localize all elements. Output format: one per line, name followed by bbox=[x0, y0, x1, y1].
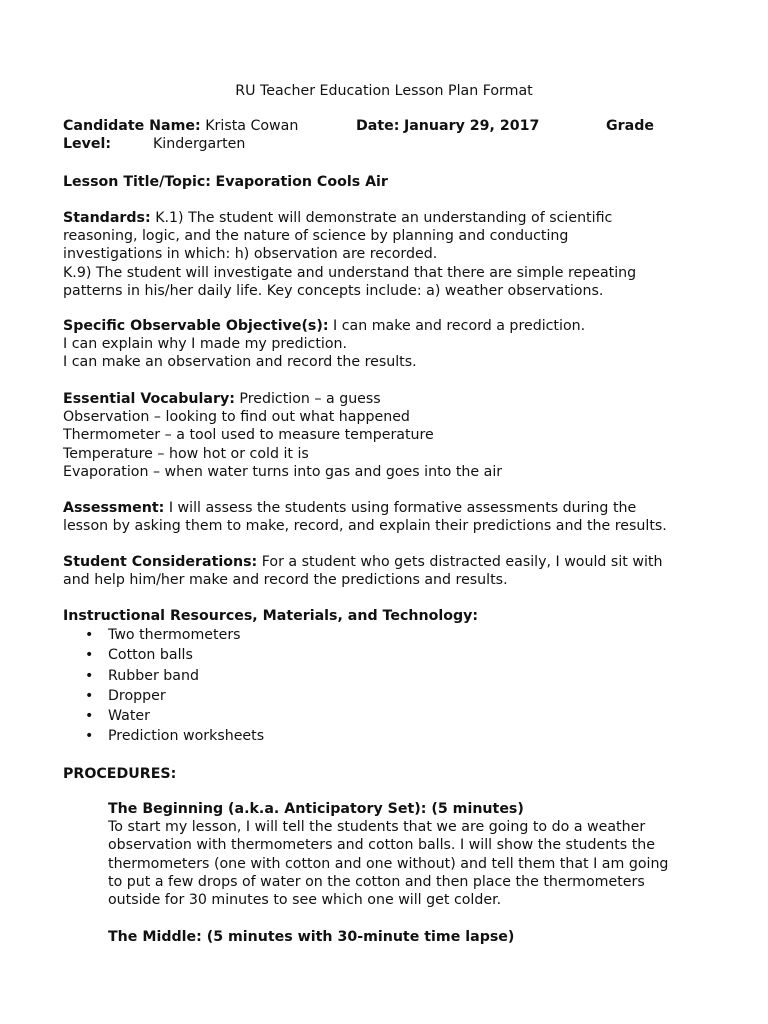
list-item: • Dropper bbox=[63, 686, 728, 706]
date-value: January 29, 2017 bbox=[403, 118, 540, 134]
bullet-icon: • bbox=[85, 647, 94, 664]
lesson-title-label: Lesson Title/Topic: bbox=[63, 174, 211, 190]
bullet-icon: • bbox=[85, 627, 94, 644]
resources-section bbox=[63, 607, 728, 746]
assessment-section bbox=[63, 499, 728, 535]
candidate-info bbox=[63, 117, 728, 157]
beginning-line: thermometers (one with cotton and one without) and tell them that I am going bbox=[108, 855, 669, 872]
candidate-name: Krista Cowan bbox=[205, 118, 299, 134]
beginning-section bbox=[108, 800, 728, 909]
resources-label: Instructional Resources, Materials, and Technology: bbox=[63, 608, 479, 624]
beginning-line: observation with thermometers and cotton balls. I will show the students the bbox=[108, 837, 655, 854]
bullet-icon: • bbox=[85, 708, 94, 725]
lesson-title-value: Evaporation Cools Air bbox=[215, 174, 388, 190]
objective-line: I can explain why I made my prediction. bbox=[63, 336, 348, 353]
list-item: • Prediction worksheets bbox=[63, 726, 728, 746]
standards-line: investigations in which: h) observation are recorded. bbox=[63, 246, 438, 263]
objectives-section bbox=[63, 317, 728, 372]
bullet-icon: • bbox=[85, 687, 94, 704]
list-item: • Two thermometers bbox=[63, 625, 728, 645]
assessment-line: lesson by asking them to make, record, and explain their predictions and the results. bbox=[63, 518, 667, 535]
standards-line: K.1) The student will demonstrate an understanding of scientific bbox=[155, 210, 613, 226]
grade-label: Grade bbox=[606, 118, 654, 134]
standards-line: K.9) The student will investigate and understand that there are simple repeating bbox=[63, 264, 637, 281]
resources-list bbox=[63, 625, 728, 746]
beginning-heading: The Beginning (a.k.a. Anticipatory Set): (5 minutes) bbox=[108, 801, 524, 817]
considerations-line: For a student who gets distracted easily, I would sit with bbox=[261, 554, 663, 570]
candidate-label: Candidate Name: bbox=[63, 118, 201, 134]
vocabulary-section bbox=[63, 390, 728, 481]
list-item: • Water bbox=[63, 706, 728, 726]
assessment-line: I will assess the students using formative assessments during the bbox=[168, 500, 637, 516]
assessment-label: Assessment: bbox=[63, 500, 165, 516]
standards-line: patterns in his/her daily life. Key concepts include: a) weather observations. bbox=[63, 282, 604, 299]
grade-value: Kindergarten bbox=[153, 136, 246, 153]
standards-label: Standards: bbox=[63, 210, 151, 226]
grade-level-label: Level: bbox=[63, 136, 112, 153]
standards-line: reasoning, logic, and the nature of science by planning and conducting bbox=[63, 228, 569, 245]
considerations-label: Student Considerations: bbox=[63, 554, 258, 570]
list-item: • Cotton balls bbox=[63, 645, 728, 665]
procedures-label: PROCEDURES: bbox=[63, 766, 177, 782]
objectives-label: Specific Observable Objective(s): bbox=[63, 318, 329, 334]
vocabulary-item: Temperature – how hot or cold it is bbox=[63, 445, 309, 462]
beginning-line: to put a few drops of water on the cotton and then place the thermometers bbox=[108, 873, 645, 890]
vocabulary-item: Prediction – a guess bbox=[239, 391, 381, 407]
date-label: Date: bbox=[356, 118, 400, 134]
vocabulary-item: Evaporation – when water turns into gas and goes into the air bbox=[63, 463, 503, 480]
list-item: • Rubber band bbox=[63, 666, 728, 686]
standards-section bbox=[63, 209, 728, 300]
document-title: RU Teacher Education Lesson Plan Format bbox=[235, 83, 533, 99]
vocabulary-item: Thermometer – a tool used to measure temperature bbox=[63, 427, 434, 444]
bullet-icon: • bbox=[85, 667, 94, 684]
considerations-section bbox=[63, 553, 728, 589]
lesson-title bbox=[63, 173, 728, 191]
vocabulary-label: Essential Vocabulary: bbox=[63, 391, 235, 407]
objective-line: I can make and record a prediction. bbox=[333, 318, 586, 334]
bullet-icon: • bbox=[85, 728, 94, 745]
middle-heading: The Middle: (5 minutes with 30-minute time lapse) bbox=[108, 929, 515, 945]
vocabulary-item: Observation – looking to find out what happened bbox=[63, 409, 410, 426]
beginning-line: outside for 30 minutes to see which one will get colder. bbox=[108, 892, 502, 909]
middle-section bbox=[108, 928, 728, 946]
beginning-line: To start my lesson, I will tell the students that we are going to do a weather bbox=[108, 819, 646, 836]
considerations-line: and help him/her make and record the predictions and results. bbox=[63, 572, 508, 589]
objective-line: I can make an observation and record the results. bbox=[63, 354, 417, 371]
